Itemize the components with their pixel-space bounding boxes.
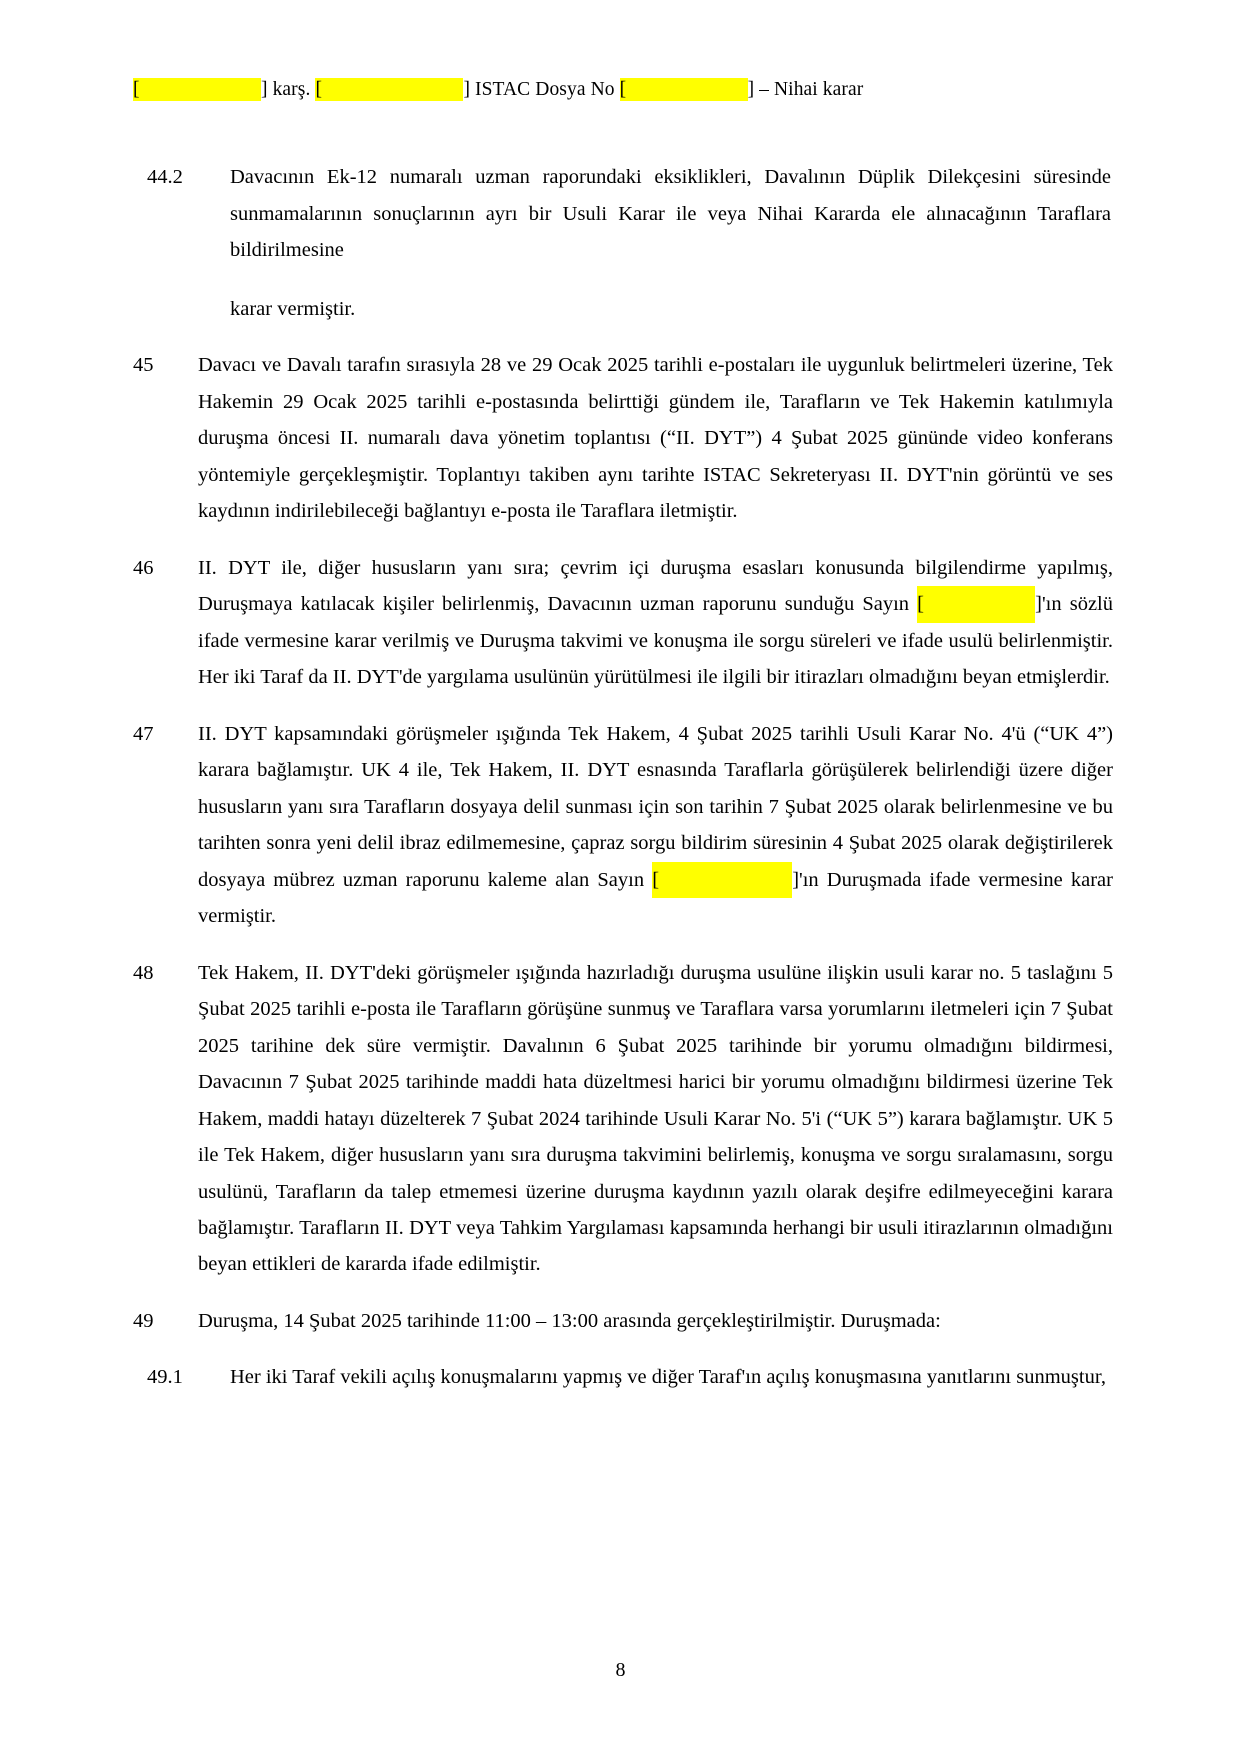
paragraph-text: [198, 716, 1113, 935]
redaction-close-bracket-3: ]: [747, 79, 755, 100]
paragraph-text: Davacının Ek-12 numaralı uzman raporundaki eksiklikleri, Davalının Düplik Dilekçesini süresinde sunmamalarının sonuçlarının ayrı bir Usuli Karar ile veya Nihai Kararda ele alınacağının Taraflara bildirilmesine: [230, 166, 1111, 262]
paragraph-text: Davacı ve Davalı tarafın sırasıyla 28 ve 29 Ocak 2025 tarihli e-postaları ile uygunluk belirtmeleri üzerine, Tek Hakemin 29 Ocak 2025 tarihli e-postasında belirttiği gündem ile, Tarafların ve Tek Hakemin katılımıyla duruşma öncesi II. numaralı dava yönetim toplantısı (“II. DYT”) 4 Şubat 2025 gününde video konferans yöntemiyle gerçekleşmiştir. Toplantıyı takiben aynı tarihte ISTAC Sekreteryası II. DYT'nin görüntü ve ses kaydının indirilebileceği bağlantıyı e-posta ile Taraflara iletmiştir.: [198, 354, 1113, 523]
paragraph-number: 45: [133, 354, 154, 377]
redaction-close-bracket-1: ]: [261, 79, 268, 100]
paragraph-number: 49: [133, 1309, 154, 1332]
paragraph-48: [133, 955, 1113, 1283]
running-header: [133, 78, 1113, 101]
paragraph-text: Her iki Taraf vekili açılış konuşmalarını yapmış ve diğer Taraf'ın açılış konuşmasına yanıtlarını sunmuştur,: [230, 1366, 1106, 1389]
redaction-open-bracket: [: [917, 593, 924, 616]
paragraph-45: [133, 347, 1113, 529]
paragraph-46: [133, 550, 1113, 696]
redaction-open-bracket-2: [: [315, 79, 323, 100]
paragraph-44-2: [133, 159, 1113, 327]
paragraph-49-1: [133, 1359, 1113, 1395]
redaction-open-bracket: [: [652, 868, 660, 891]
paragraph-body: [198, 550, 1113, 696]
redaction-expert-name: [917, 586, 1035, 622]
paragraph-body: [230, 1359, 1113, 1395]
redaction-party-respondent: [315, 78, 463, 101]
paragraph-body: [198, 347, 1113, 529]
paragraph-number: 47: [133, 722, 154, 745]
paragraph-49: [133, 1303, 1113, 1339]
paragraph-47: [133, 716, 1113, 935]
redaction-file-number: [620, 78, 748, 101]
paragraph-segment-before-redaction: II. DYT kapsamındaki görüşmeler ışığında Tek Hakem, 4 Şubat 2025 tarihli Usuli Karar No. 4'ü (“UK 4”) karara bağlamıştır. UK 4 ile, Tek Hakem, II. DYT esnasında Taraflarla görüşülerek belirlendiği üzere diğer hususların yanı sıra Tarafların dosyaya delil sunması için son tarihin 7 Şubat 2025 olarak belirlenmesine ve bu tarihten sonra yeni delil ibraz edilmemesine, çapraz sorgu bildirim süresinin 4 Şubat 2025 olarak değiştirilerek dosyaya mübrez uzman raporunu kaleme alan Sayın: [198, 722, 1113, 891]
redaction-expert-name: [652, 862, 792, 898]
redaction-close-bracket-2: ]: [463, 79, 471, 100]
paragraph-text: Duruşma, 14 Şubat 2025 tarihinde 11:00 – 13:00 arasında gerçekleştirilmiştir. Duruşmada:: [198, 1309, 941, 1332]
header-text-istac-file-no: ISTAC Dosya No: [475, 79, 615, 100]
redaction-close-bracket: ]: [792, 868, 800, 891]
header-text-final-award: – Nihai karar: [759, 79, 864, 100]
paragraph-number: 44.2: [147, 166, 183, 189]
paragraph-number: 46: [133, 556, 154, 579]
paragraph-text-continued: karar vermiştir.: [230, 297, 356, 320]
paragraph-segment-before-redaction: II. DYT ile, diğer hususların yanı sıra; çevrim içi duruşma esasları konusunda bilgilendirme yapılmış, Duruşmaya katılacak kişiler belirlenmiş, Davacının uzman raporunu sunduğu Sayın: [198, 556, 1113, 616]
paragraph-body: [198, 955, 1113, 1283]
paragraph-segment-after-redaction: 'ın sözlü ifade vermesine karar verilmiş ve Duruşma takvimi ve konuşma ile sorgu süreleri ve ifade usulü belirlenmiştir. Her iki Taraf da II. DYT'de yargılama usulünün yürütülmesi ile ilgili bir itirazları olmadığını beyan etmişlerdir.: [198, 593, 1113, 689]
paragraph-text: [198, 550, 1113, 696]
paragraph-segment-after-redaction: 'ın Duruşmada ifade vermesine karar vermiştir.: [198, 868, 1113, 928]
paragraph-number: 48: [133, 961, 154, 984]
page-number: 8: [615, 1659, 626, 1681]
paragraph-text: Tek Hakem, II. DYT'deki görüşmeler ışığında hazırladığı duruşma usulüne ilişkin usuli karar no. 5 taslağını 5 Şubat 2025 tarihli e-posta ile Tarafların görüşüne sunmuş ve Taraflara varsa yorumlarını iletmeleri için 7 Şubat 2025 tarihine dek süre vermiştir. Davalının 6 Şubat 2025 tarihinde bir yorumu olmadığını bildirmesi, Davacının 7 Şubat 2025 tarihinde maddi hata düzeltmesi harici bir yorumu olmadığını bildirmesi üzerine Tek Hakem, maddi hatayı düzelterek 7 Şubat 2024 tarihinde Usuli Karar No. 5'i (“UK 5”) karara bağlamıştır. UK 5 ile Tek Hakem, diğer hususların yanı sıra duruşma takvimini belirlemiş, konuşma ve sorgu sıralamasını, sorgu usulünü, Tarafların da talep etmemesi üzerine duruşma kaydının yazılı olarak deşifre edilmeyeceğini karara bağlamıştır. Tarafların II. DYT veya Tahkim Yargılaması kapsamında herhangi bir usuli itirazlarının olmadığını beyan ettikleri de kararda ifade edilmiştir.: [198, 961, 1113, 1276]
header-text-karsi: karş.: [272, 79, 311, 100]
paragraph-body: [198, 1303, 1113, 1339]
redaction-open-bracket: [: [133, 79, 140, 100]
redaction-open-bracket-3: [: [619, 79, 627, 100]
redaction-party-claimant: [133, 78, 261, 101]
paragraph-body: [230, 159, 1113, 327]
redaction-close-bracket: ]: [1035, 593, 1042, 616]
paragraph-body: [198, 716, 1113, 935]
paragraph-number: 49.1: [147, 1366, 183, 1389]
